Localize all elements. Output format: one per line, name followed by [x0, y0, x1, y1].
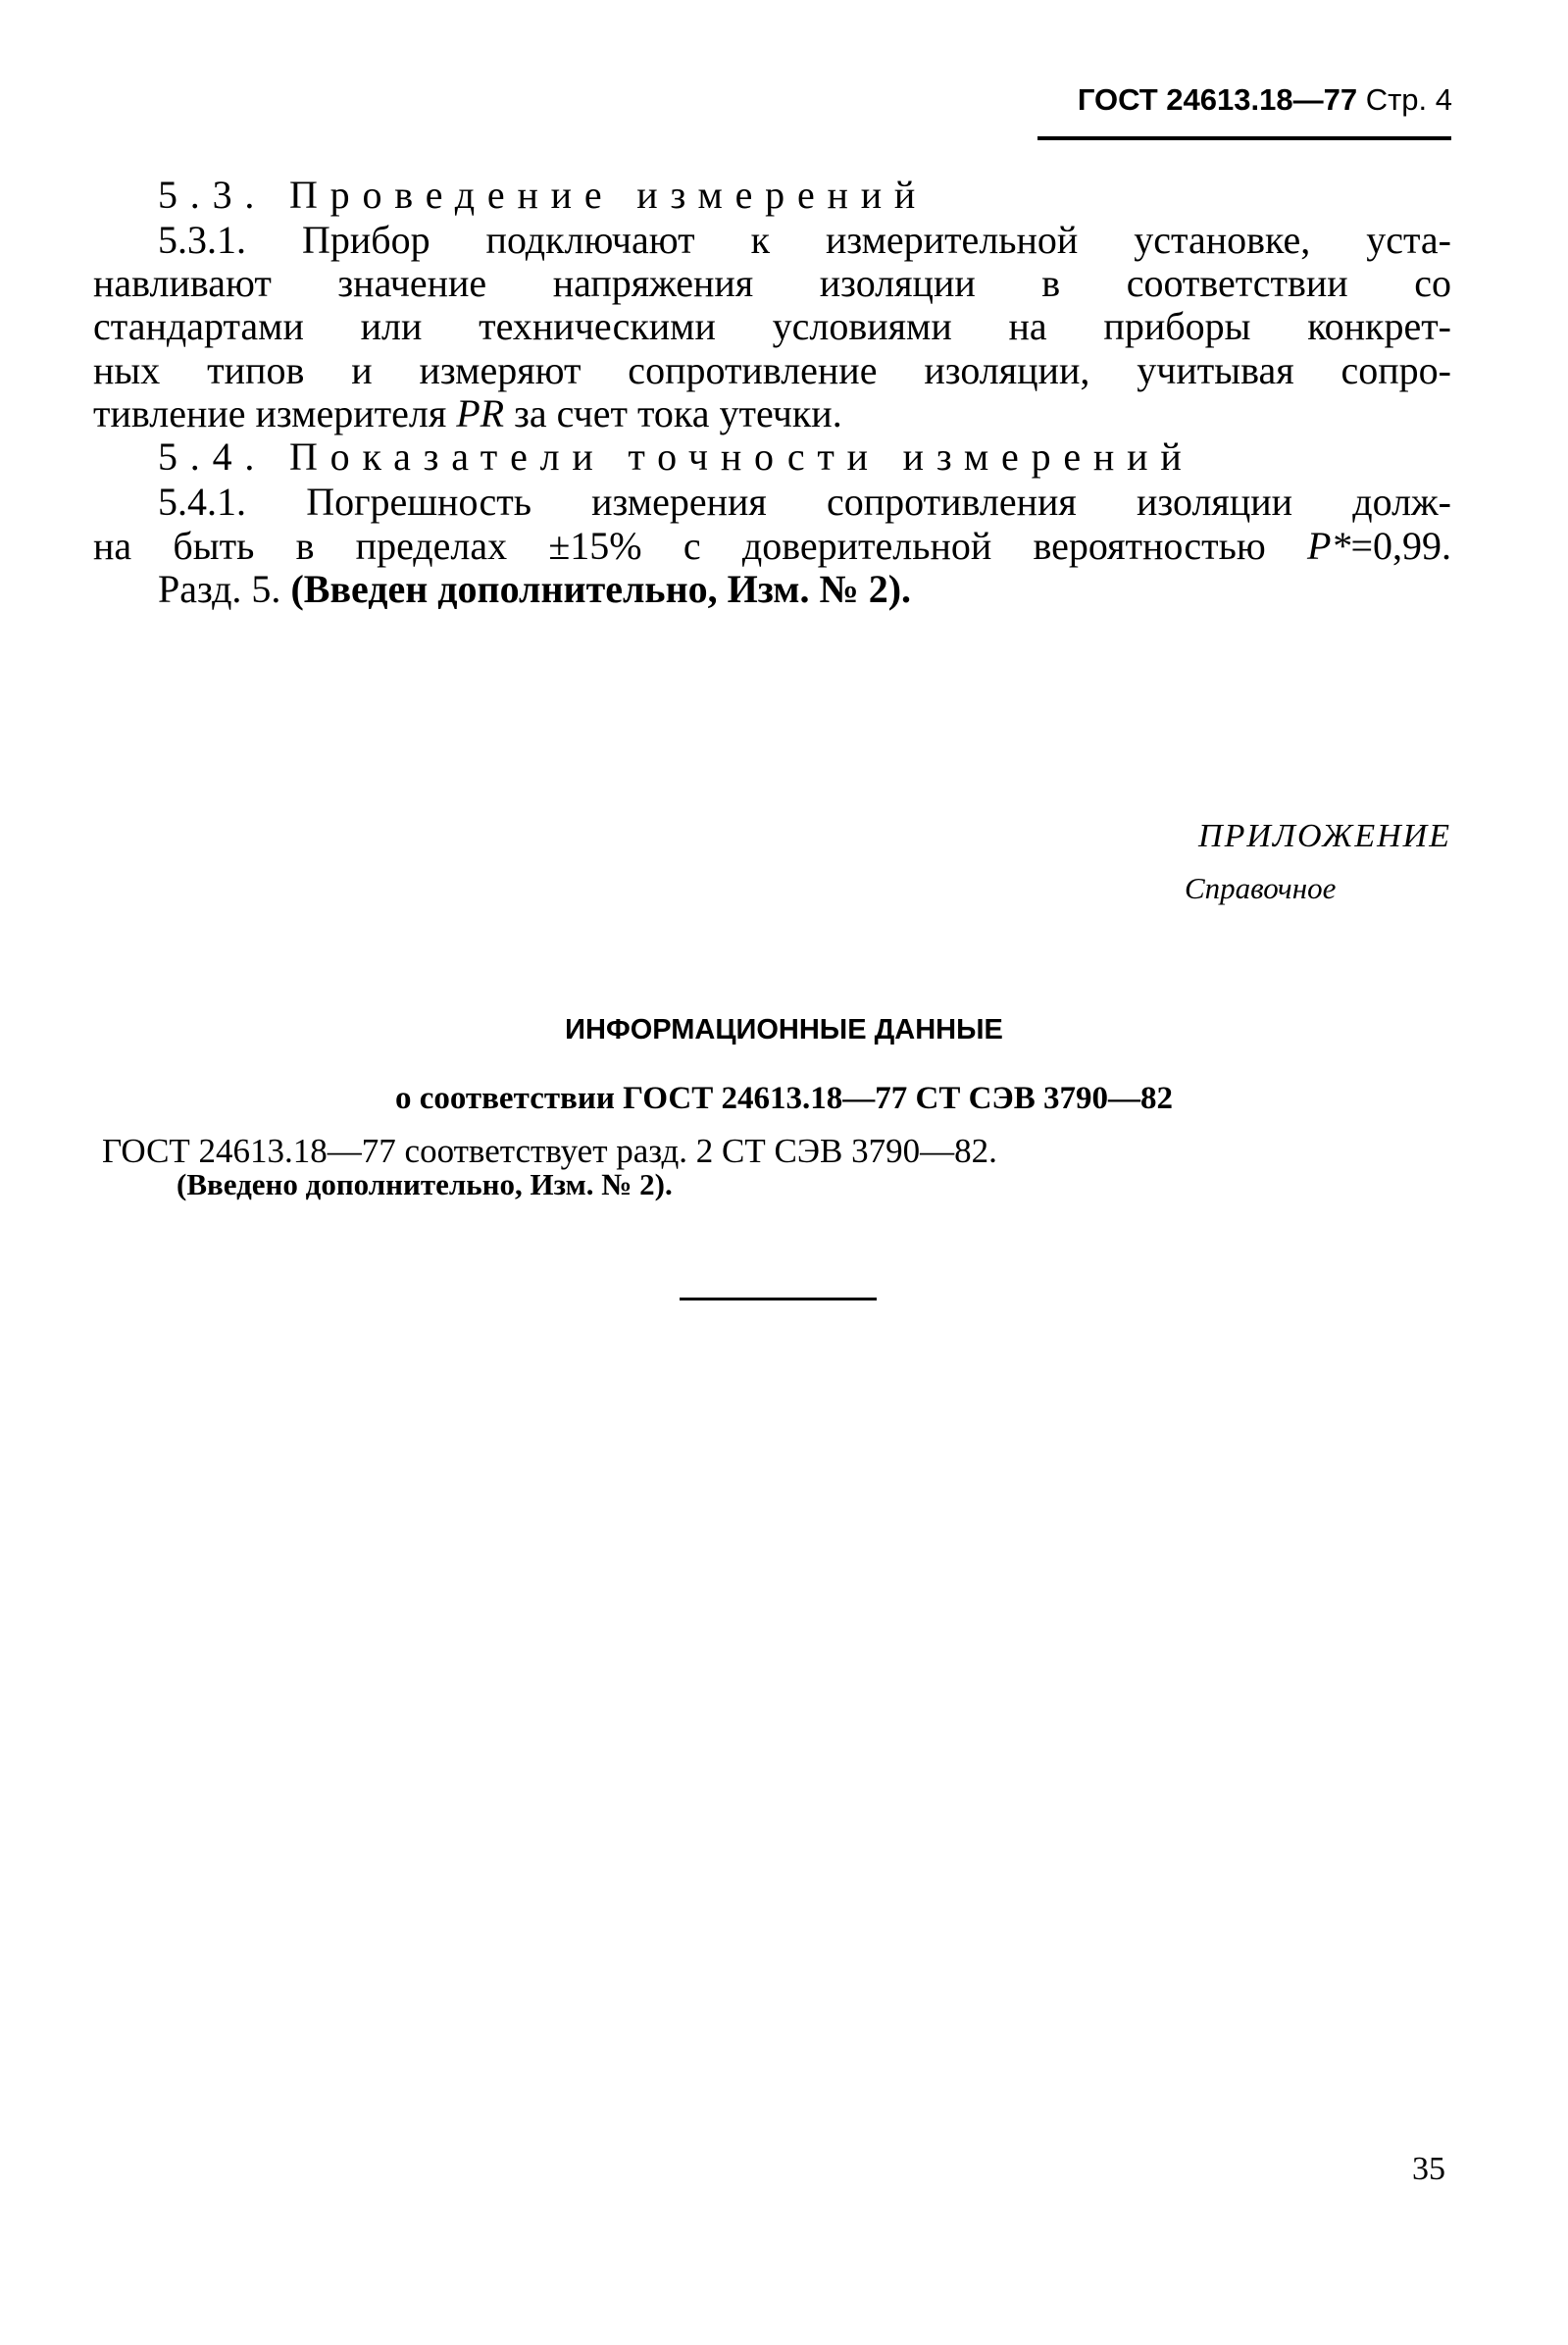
text: =0,99. — [1350, 524, 1451, 568]
end-rule — [680, 1298, 877, 1300]
info-note: (Введено дополнительно, Изм. № 2). — [177, 1167, 673, 1201]
paragraph-line: ных типов и измеряют сопротивление изоляции, учитывая сопро- — [93, 348, 1451, 392]
header-rule — [1037, 136, 1451, 140]
paragraph-line — [93, 525, 1451, 568]
section-heading-5-3: 5.3. Проведение измерений — [158, 173, 929, 217]
amendment-bold: (Введен дополнительно, Изм. № 2). — [290, 567, 912, 611]
amendment-note — [158, 568, 1451, 611]
paragraph-line: навливают значение напряжения изоляции в соответствии со — [93, 261, 1451, 305]
info-subtitle: о соответствии ГОСТ 24613.18—77 СТ СЭВ 3790—82 — [394, 1081, 1174, 1116]
paragraph-line: 5.4.1. Погрешность измерения сопротивления изоляции долж- — [158, 480, 1451, 524]
running-header — [1078, 82, 1452, 118]
page-label: Стр. 4 — [1365, 82, 1452, 117]
info-line: ГОСТ 24613.18—77 соответствует разд. 2 СТ СЭВ 3790—82. — [102, 1132, 997, 1170]
text: за счет тока утечки. — [504, 391, 842, 435]
paragraph-line — [93, 392, 1451, 435]
paragraph-line: стандартами или техническими условиями на приборы конкрет- — [93, 304, 1451, 348]
appendix-title: ПРИЛОЖЕНИЕ — [1198, 818, 1451, 854]
doc-code: ГОСТ 24613.18—77 — [1077, 82, 1358, 117]
appendix-subtitle: Справочное — [1185, 871, 1337, 905]
paragraph-line: 5.3.1. Прибор подключают к измерительной установке, уста- — [158, 218, 1451, 262]
symbol-pr: PR — [456, 391, 505, 435]
symbol-p: P* — [1307, 524, 1351, 568]
page-number: 35 — [1412, 2151, 1445, 2187]
section-heading-5-4: 5.4. Показатели точности измерений — [158, 434, 1194, 479]
text: тивление измерителя — [93, 391, 457, 435]
text: Разд. 5. — [158, 567, 291, 611]
text: на быть в пределах ±15% с доверительной вероятностью — [93, 524, 1307, 568]
info-title: ИНФОРМАЦИОННЫЕ ДАННЫЕ — [565, 1014, 1003, 1045]
